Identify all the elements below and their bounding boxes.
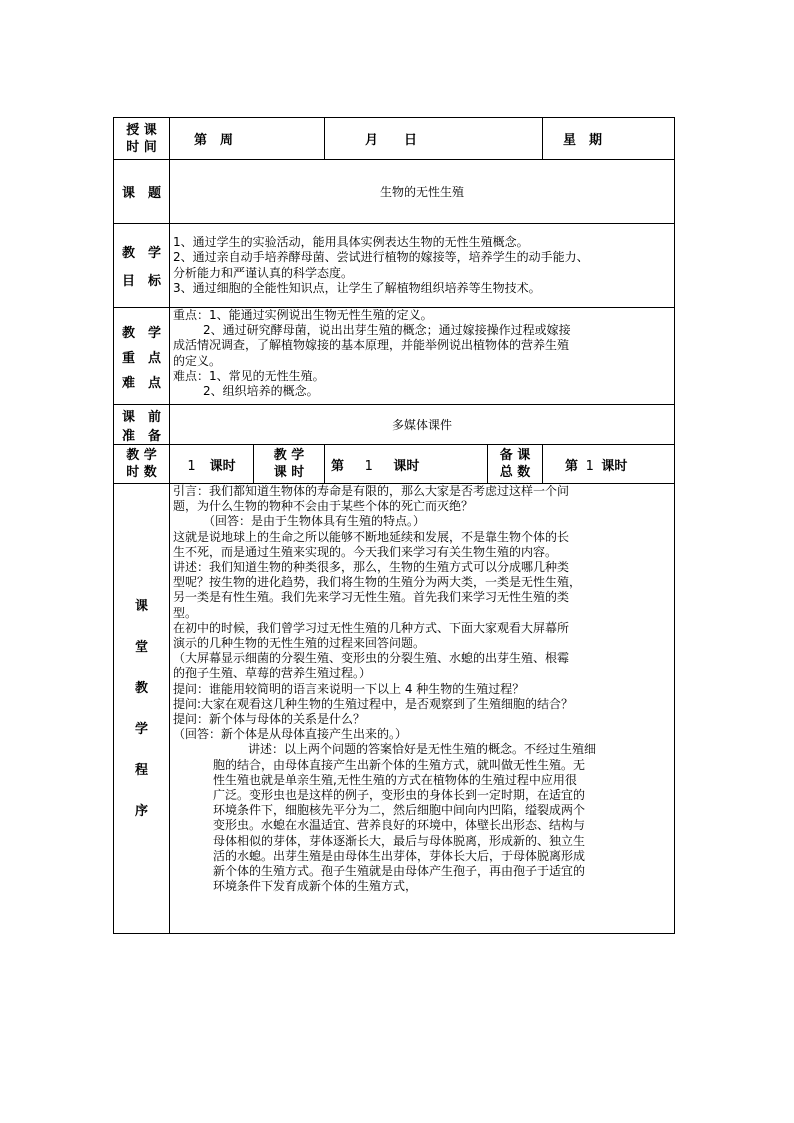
keypoints-label-1b: 学 — [147, 325, 161, 341]
procedure-line: （大屏幕显示细菌的分裂生殖、变形虫的分裂生殖、水螅的出芽生殖、根霉 — [173, 651, 570, 666]
procedure-label-char: 程 — [134, 762, 148, 778]
procedure-line: 讲述：我们知道生物的种类很多，那么，生物的生殖方式可以分成哪几种类 — [173, 560, 570, 575]
procedure-line: 生不死，而是通过生殖来实现的。今天我们来学习有关生物生殖的内容。 — [173, 544, 558, 559]
week-cell — [170, 118, 325, 160]
difficulty-line: 2、组织培养的概念。 — [203, 384, 319, 399]
keypoint-line: 2、通过研究酵母菌，说出出芽生殖的概念；通过嫁接操作过程或嫁接 — [203, 323, 571, 338]
objectives-label-1a: 教 — [122, 246, 136, 261]
procedure-line: 环境条件下，细胞核先平分为二，然后细胞中间向内凹陷，缢裂成两个 — [213, 803, 586, 818]
procedure-line: 在初中的时候，我们曾学习过无性生殖的几种方式、下面大家观看大屏幕所 — [173, 620, 570, 635]
keypoint-line: 重点：1、能通过实例说出生物无性生殖的定义。 — [173, 308, 433, 322]
procedure-line: 演示的几种生物的无性生殖的过程来回答问题。 — [173, 636, 426, 651]
lesson-plan-table — [113, 117, 675, 934]
keypoints-label-2b: 点 — [147, 350, 161, 366]
prep-label-2a: 准 — [122, 428, 136, 444]
prep-label-1a: 课 — [122, 409, 136, 425]
difficulty-line: 难点：1、常见的无性生殖。 — [173, 368, 325, 383]
procedure-line: 这就是说地球上的生命之所以能够不断地延续和发展，不是靠生物个体的长 — [173, 529, 570, 544]
lesson-prefix: 第 — [331, 458, 345, 474]
topic-label-left: 课 — [122, 186, 136, 201]
procedure-line: 型呢？按生物的进化趋势，我们将生物的生殖分为两大类，一类是无性生殖， — [173, 575, 582, 590]
hours-value — [170, 445, 254, 484]
procedure-line: 的孢子生殖、草莓的营养生殖过程。） — [173, 666, 372, 681]
procedure-line: 提问：新个体与母体的关系是什么？ — [173, 712, 366, 727]
weekday-cell — [543, 118, 675, 160]
keypoints-text — [170, 308, 675, 405]
keypoints-label-2a: 重 — [122, 350, 136, 366]
lesson-label — [254, 445, 325, 484]
topic-label-right: 题 — [147, 186, 161, 201]
prep-label-2b: 备 — [147, 428, 161, 444]
keypoints-label-3b: 点 — [147, 375, 161, 391]
procedure-line: 引言：我们都知道生物体的寿命是有限的，那么大家是否考虑过这样一个问 — [173, 484, 570, 498]
procedure-label-char: 堂 — [134, 639, 148, 655]
lesson-label-line1: 教 学 — [273, 448, 305, 463]
total-label — [488, 445, 543, 484]
procedure-line: 广泛。变形虫也是这样的例子，变形虫的身体长到一定时期，在适宜的 — [213, 788, 586, 803]
procedure-paragraph3 — [173, 742, 671, 894]
procedure-label — [114, 484, 170, 934]
procedure-line: 胞的结合，由母体直接产生出新个体的生殖方式，就叫做无性生殖。无 — [213, 757, 586, 772]
preparation-label — [114, 405, 170, 445]
procedure-line: （回答：新个体是从母体直接产生出来的。） — [173, 727, 408, 742]
procedure-line: 提问：谁能用较简明的语言来说明一下以上 4 种生物的生殖过程？ — [173, 681, 525, 696]
time-label — [114, 118, 170, 160]
lesson-num: 1 — [364, 458, 373, 474]
procedure-line: 变形虫。水螅在水温适宜、营养良好的环境中，体壁长出形态、结构与 — [213, 818, 586, 833]
procedure-line: 母体相似的芽体，芽体逐渐长大，最后与母体脱离，形成新的、独立生 — [213, 833, 586, 848]
objectives-text — [170, 224, 675, 308]
week-field: 第 周 — [194, 133, 234, 148]
procedure-label-char: 序 — [134, 803, 148, 819]
procedure-line: 活的水螅。出芽生殖是由母体生出芽体，芽体长大后，于母体脱离形成 — [213, 848, 586, 863]
procedure-line: 另一类是有性生殖。我们先来学习无性生殖。首先我们来学习无性生殖的类 — [173, 590, 570, 605]
keypoints-label-3a: 难 — [122, 375, 136, 391]
time-label-line1: 授 课 — [126, 122, 157, 138]
total-num: 1 — [585, 458, 594, 474]
procedure-line: 题，为什么生物的物种不会由于某些个体的死亡而灭绝？ — [173, 499, 474, 514]
keypoint-line: 的定义。 — [173, 353, 222, 368]
total-prefix: 第 — [565, 458, 579, 474]
total-unit: 课时 — [601, 458, 628, 474]
preparation-value: 多媒体课件 — [170, 405, 675, 445]
hours-num: 1 — [187, 458, 196, 474]
lesson-label-line2: 课 时 — [273, 465, 305, 480]
objective-line: 3、通过细胞的全能性知识点，让学生了解植物组织培养等生物技术。 — [173, 280, 541, 295]
procedure-label-char: 学 — [134, 721, 148, 737]
weekday-field: 星 期 — [563, 133, 603, 148]
procedure-line: 型。 — [173, 605, 198, 620]
total-value — [543, 445, 675, 484]
lesson-value — [325, 445, 488, 484]
objectives-label-2b: 标 — [147, 274, 161, 289]
objectives-label-2a: 目 — [122, 274, 136, 289]
procedure-line: 新个体的生殖方式。孢子生殖就是由母体产生孢子，再由孢子于适宜的 — [213, 864, 586, 879]
procedure-text — [170, 484, 675, 934]
topic-label — [114, 160, 170, 224]
keypoint-line: 成活情况调查，了解植物嫁接的基本原理，并能举例说出植物体的营养生殖 — [173, 338, 570, 353]
time-label-line2: 时 间 — [126, 139, 157, 155]
procedure-label-char: 课 — [134, 598, 148, 614]
topic-value: 生物的无性生殖 — [170, 160, 675, 224]
procedure-label-char: 教 — [134, 680, 148, 696]
procedure-line: 环境条件下发育成新个体的生殖方式， — [213, 879, 418, 894]
objectives-label — [114, 224, 170, 308]
hours-unit: 课时 — [209, 458, 236, 474]
procedure-answer: （回答：是由于生物体具有生殖的特点。） — [203, 514, 426, 529]
date-cell — [325, 118, 543, 160]
lesson-unit: 课时 — [393, 458, 420, 474]
prep-label-1b: 前 — [147, 409, 161, 425]
objective-line: 分析能力和严谨认真的科学态度。 — [173, 265, 354, 280]
total-label-line2: 总 数 — [499, 465, 531, 480]
objectives-label-1b: 学 — [147, 246, 161, 261]
procedure-line: 性生殖也就是单亲生殖,无性生殖的方式在植物体的生殖过程中应用很 — [213, 772, 577, 787]
month-day-field: 月 日 — [365, 133, 418, 148]
hours-label-line1: 教 学 — [126, 448, 157, 463]
hours-label-line2: 时 数 — [126, 465, 157, 480]
objective-line: 2、通过亲自动手培养酵母菌、尝试进行植物的嫁接等，培养学生的动手能力、 — [173, 250, 589, 265]
keypoints-label — [114, 308, 170, 405]
hours-label — [114, 445, 170, 484]
keypoints-label-1a: 教 — [122, 325, 136, 341]
procedure-line: 提问:大家在观看这几种生物的生殖过程中，是否观察到了生殖细胞的结合？ — [173, 696, 574, 711]
objective-line: 1、通过学生的实验活动，能用具体实例表达生物的无性生殖概念。 — [173, 235, 529, 250]
total-label-line1: 备 课 — [499, 448, 531, 463]
procedure-line: 讲述：以上两个问题的答案恰好是无性生殖的概念。不经过生殖细 — [248, 742, 597, 757]
